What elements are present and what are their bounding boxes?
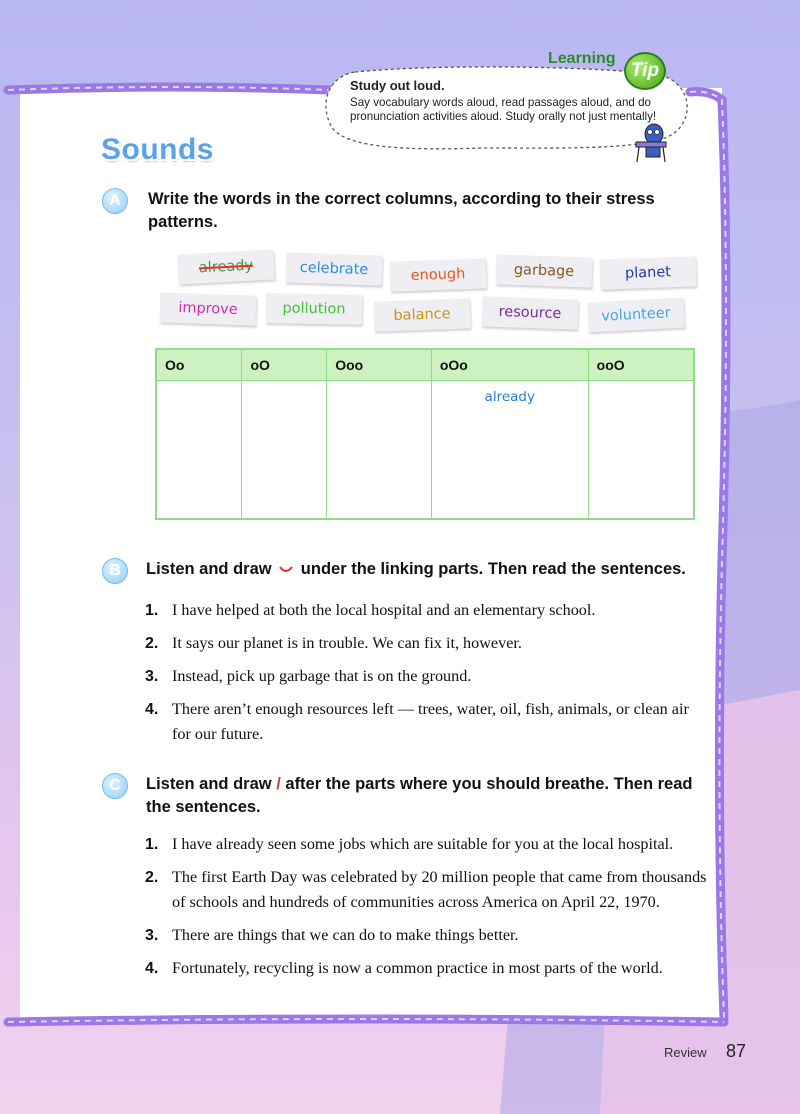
answer-cell[interactable]: already — [431, 381, 588, 520]
item-number: 4. — [145, 701, 159, 718]
item-number: 3. — [145, 927, 159, 944]
item-number: 1. — [145, 836, 159, 853]
word-tile-enough[interactable]: enough — [390, 258, 487, 291]
answer-cell[interactable] — [242, 381, 327, 520]
list-item — [145, 631, 707, 656]
section-b-sentences — [145, 598, 707, 755]
instruction-text: under the linking parts. Then read the sentences. — [300, 560, 686, 578]
item-number: 2. — [145, 635, 159, 652]
footer-label: Review — [664, 1045, 707, 1060]
learning-tip-content — [350, 78, 668, 124]
sentence-text: Fortunately, recycling is now a common practice in most parts of the world. — [172, 959, 663, 977]
word-tile-garbage[interactable]: garbage — [496, 254, 593, 287]
section-c-badge: C — [102, 773, 128, 799]
list-item — [145, 865, 707, 915]
word-tile-planet[interactable]: planet — [600, 256, 697, 289]
sentence-text: The first Earth Day was celebrated by 20 million people that came from thousands of schools and hundreds of communities across America on April 22, 1970. — [172, 868, 707, 911]
word-tile-celebrate[interactable]: celebrate — [286, 252, 383, 285]
breath-mark: / — [276, 775, 281, 793]
sentence-text: Instead, pick up garbage that is on the ground. — [172, 667, 472, 685]
word-tile-balance[interactable]: balance — [374, 298, 471, 331]
section-title: Sounds — [101, 133, 214, 166]
word-tile-improve[interactable]: improve — [160, 292, 257, 325]
sentence-text: There aren’t enough resources left — trees, water, oil, fish, animals, or clean air for our future. — [172, 700, 689, 743]
instruction-text: after the parts where you should breathe. Then read the sentences. — [146, 775, 693, 816]
item-number: 4. — [145, 960, 159, 977]
section-b-badge: B — [102, 558, 128, 584]
column-header: Oo — [156, 349, 242, 381]
item-number: 2. — [145, 869, 159, 886]
section-a-instruction: Write the words in the correct columns, according to their stress patterns. — [148, 190, 655, 231]
section-a-badge: A — [102, 188, 128, 214]
instruction-text: Listen and draw — [146, 775, 272, 793]
stress-pattern-table — [155, 348, 695, 520]
sentence-text: I have helped at both the local hospital and an elementary school. — [172, 601, 596, 619]
list-item — [145, 664, 707, 689]
answer-cell[interactable] — [588, 381, 694, 520]
sentence-text: It says our planet is in trouble. We can fix it, however. — [172, 634, 522, 652]
answer-cell[interactable] — [327, 381, 432, 520]
item-number: 3. — [145, 668, 159, 685]
answer-cell[interactable] — [156, 381, 242, 520]
sentence-text: There are things that we can do to make things better. — [172, 926, 519, 944]
tip-title: Study out loud. — [350, 78, 445, 93]
list-item — [145, 832, 707, 857]
list-item — [145, 923, 707, 948]
table-header-row — [156, 349, 694, 381]
sentence-text: I have already seen some jobs which are suitable for you at the local hospital. — [172, 835, 674, 853]
student-at-desk-icon — [628, 120, 670, 164]
word-tile-pollution[interactable]: pollution — [266, 293, 363, 325]
section-c-sentences — [145, 832, 707, 989]
list-item — [145, 697, 707, 747]
table-row — [156, 381, 694, 520]
page-number: 87 — [726, 1041, 747, 1061]
tip-badge: Tip — [624, 52, 666, 90]
item-number: 1. — [145, 602, 159, 619]
section-b-instruction — [146, 558, 706, 581]
list-item — [145, 598, 707, 623]
tip-body: Say vocabulary words aloud, read passages aloud, and do pronunciation activities aloud. Study orally not just mentally! — [350, 96, 657, 123]
section-c-instruction — [146, 773, 706, 819]
column-header: ooO — [588, 349, 694, 381]
word-tile-resource[interactable]: resource — [482, 296, 579, 329]
list-item — [145, 956, 707, 981]
instruction-text: Listen and draw — [146, 560, 272, 578]
column-header: oO — [242, 349, 327, 381]
column-header: Ooo — [327, 349, 432, 381]
learning-tip-label: Learning — [548, 50, 616, 67]
word-tile-already[interactable]: already — [177, 250, 274, 285]
column-header: oOo — [431, 349, 588, 381]
linking-mark-icon — [278, 565, 294, 575]
word-tile-volunteer[interactable]: volunteer — [587, 298, 684, 333]
